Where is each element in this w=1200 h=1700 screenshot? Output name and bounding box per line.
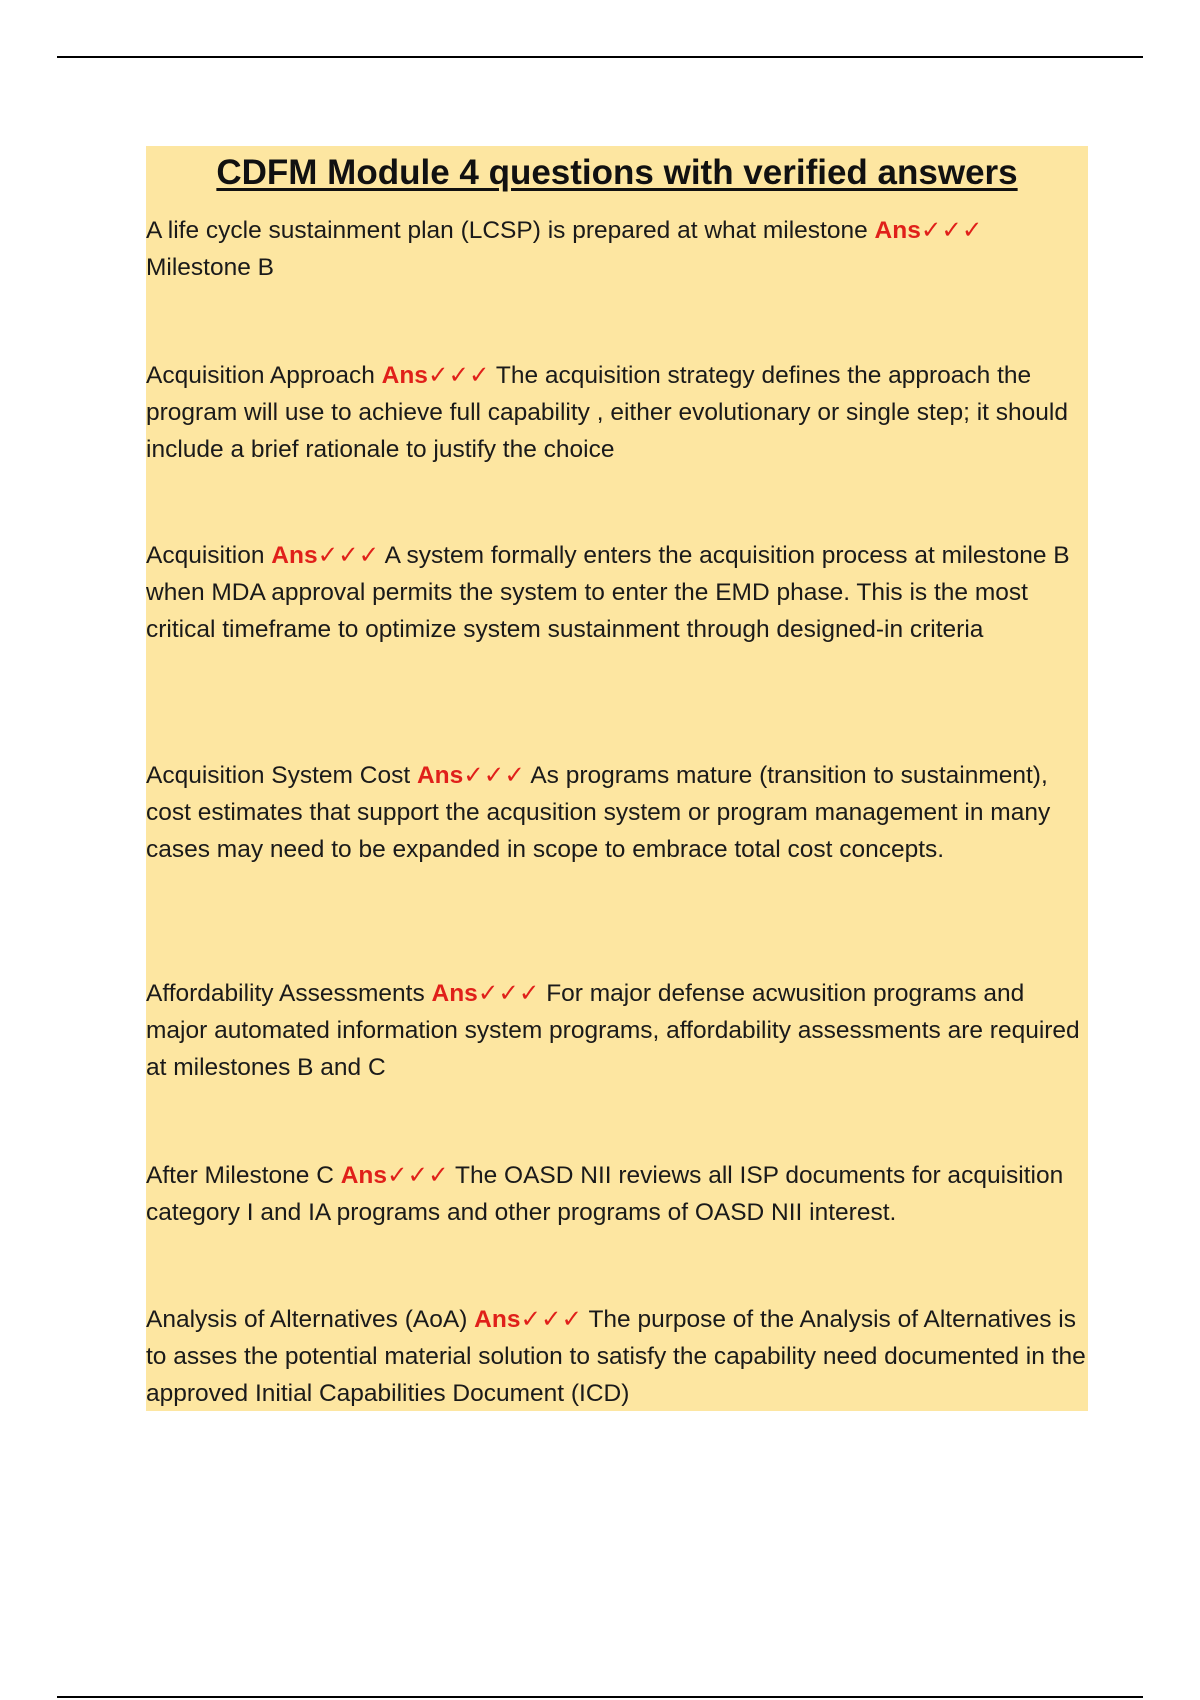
answer-label: Ans [271,542,318,569]
qa-entry-6 [146,1157,1086,1231]
answer-text: As programs mature (transition to sustainment), cost estimates that support the acqusition system or program management in many cases may need to be expanded in scope to embrace total cost concepts. [146,762,1051,863]
question-text: Acquisition Approach [146,362,375,389]
qa-entry-7 [146,1301,1086,1412]
verified-checkmarks-icon: ✓✓✓ [317,542,380,569]
answer-label: Ans [474,1306,521,1333]
question-text: Acquisition System Cost [146,762,411,789]
question-text: Affordability Assessments [146,980,425,1007]
answer-label: Ans [381,362,428,389]
qa-entry-4 [146,757,1086,868]
answer-text: Milestone B [146,254,275,281]
question-text: After Milestone C [146,1162,334,1189]
answer-text: The OASD NII reviews all ISP documents for acquisition category I and IA programs and other programs of OASD NII interest. [146,1162,1064,1226]
document-title: CDFM Module 4 questions with verified answers [216,153,1018,192]
header-rule [57,56,1143,58]
answer-label: Ans [874,217,921,244]
answer-text: For major defense acwusition programs and major automated information system programs, affordability assessments are required at milestones B and C [146,980,1080,1081]
answer-label: Ans [431,980,478,1007]
question-text: A life cycle sustainment plan (LCSP) is prepared at what milestone [146,217,868,244]
question-text: Analysis of Alternatives (AoA) [146,1306,468,1333]
verified-checkmarks-icon: ✓✓✓ [920,217,983,244]
verified-checkmarks-icon: ✓✓✓ [520,1306,583,1333]
footer-rule [57,1696,1143,1698]
qa-entry-2 [146,357,1086,468]
answer-text: A system formally enters the acquisition process at milestone B when MDA approval permits the system to enter the EMD phase. This is the most critical timeframe to optimize system sustainment through designed-in criteria [146,542,1070,643]
verified-checkmarks-icon: ✓✓✓ [387,1162,449,1189]
qa-entry-5 [146,975,1086,1086]
qa-entry-1 [146,212,1086,286]
qa-entry-3 [146,537,1086,648]
answer-text: The purpose of the Analysis of Alternatives is to asses the potential material solution to satisfy the capability need documented in the approved Initial Capabilities Document (ICD) [146,1306,1086,1407]
answer-label: Ans [416,762,464,789]
verified-checkmarks-icon: ✓✓✓ [427,362,490,389]
highlighted-content-panel [146,146,1088,1411]
answer-text: The acquisition strategy defines the approach the program will use to achieve full capability , either evolutionary or single step; it should include a brief rationale to justify the choice [146,362,1068,463]
answer-label: Ans [340,1162,388,1189]
verified-checkmarks-icon: ✓✓✓ [463,762,525,789]
question-text: Acquisition [146,542,265,569]
verified-checkmarks-icon: ✓✓✓ [477,980,540,1007]
